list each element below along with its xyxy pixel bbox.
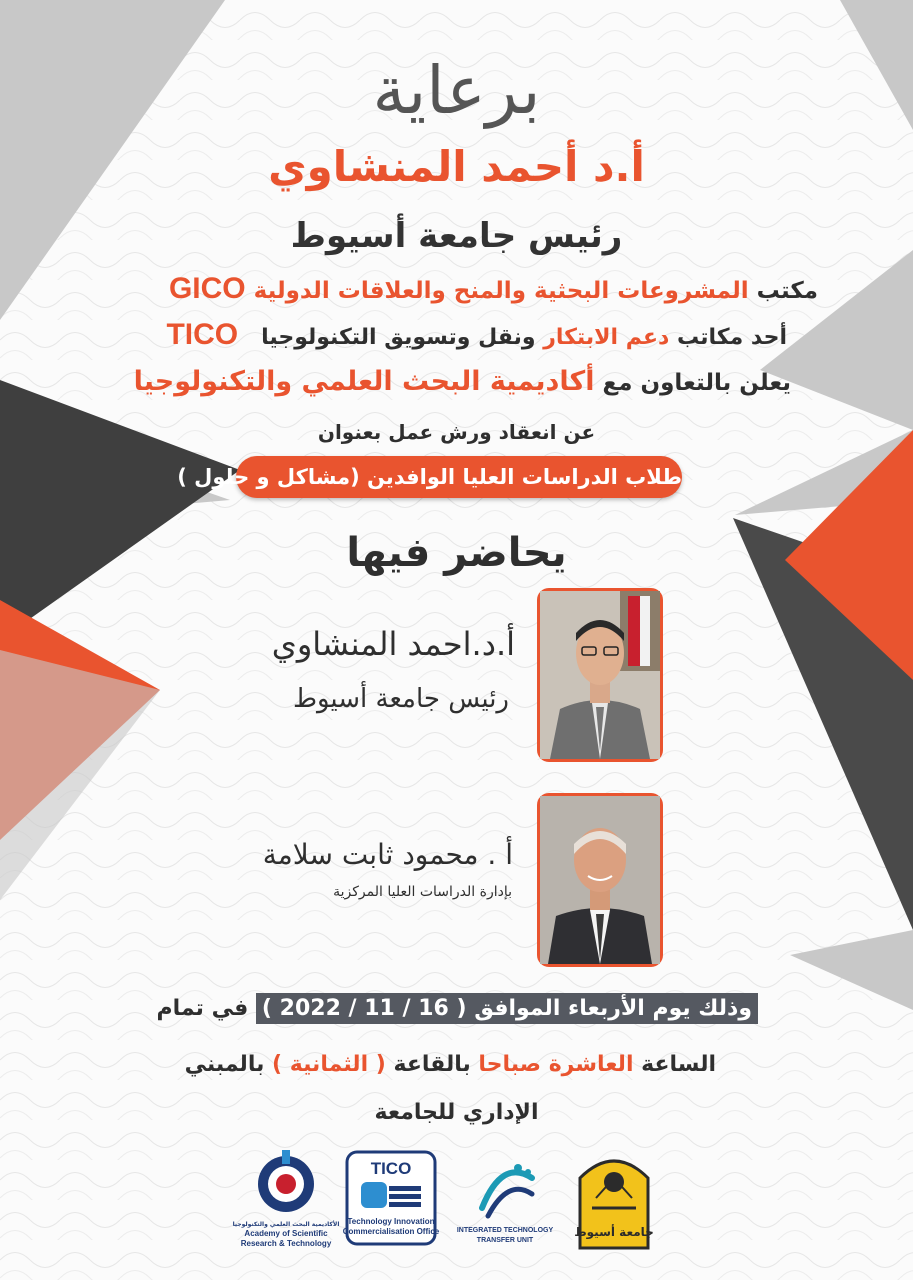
collaboration-line [134,366,791,397]
workshop-title-badge: طلاب الدراسات العليا الوافدين (مشاكل و حلول ) [236,456,682,498]
tico-code: TICO [166,318,239,351]
tico-line [166,318,787,352]
ittu-logo [452,1148,558,1252]
office-prefix: مكتب [756,278,818,304]
time-prefix: الساعة [641,1052,716,1077]
academy-logo [232,1148,340,1252]
ittu-name-1: INTEGRATED TECHNOLOGY [456,1227,554,1234]
date-suffix: في تمام [156,996,249,1021]
hall-value: ( الثمانية ) [272,1052,386,1077]
office-code: GICO [168,272,246,305]
date-highlight [256,993,758,1024]
lecturer-1-photo [537,588,663,762]
lecturer-2-name: أ . محمود ثابت سلامة [262,838,513,871]
academy-name-en-2: Research & Technology [240,1239,332,1248]
academy-emblem-icon [232,1148,340,1252]
tico-emblem-icon [342,1148,440,1252]
lecturer-2-role: بإدارة الدراسات العليا المركزية [333,884,512,900]
collaboration-prefix: يعلن بالتعاون مع [602,370,791,396]
lecturer-2-portrait [540,796,660,964]
lecturer-1-portrait [540,591,660,759]
hall-prefix: بالقاعة [393,1052,471,1077]
time-value: العاشرة صباحا [478,1052,634,1077]
time-line [185,1052,716,1077]
lecturer-2-photo [537,793,663,967]
workshop-intro: عن انعقاد ورش عمل بعنوان [317,420,596,444]
academy-name-en-1: Academy of Scientific [244,1229,328,1238]
tico-line-highlight: دعم الابتكار [543,325,670,350]
ittu-name-2: TRANSFER UNIT [476,1237,534,1244]
assiut-university-logo [572,1148,656,1252]
tico-logo [342,1148,440,1252]
lecturers-heading: يحاضر فيها [346,530,567,576]
office-line [169,272,818,306]
patron-title: رئيس جامعة أسيوط [290,216,623,256]
university-name-ar: جامعة أسيوط [574,1225,654,1239]
tico-name-2: Commercialisation Office [342,1227,440,1236]
building-prefix: بالمبني [184,1052,265,1077]
date-value: ( 16 / 11 / 2022 ) [261,996,467,1021]
tico-line-prefix: أحد مكاتب [677,325,787,350]
tico-line-suffix: ونقل وتسويق التكنولوجيا [261,325,536,350]
date-prefix: وذلك يوم الأربعاء الموافق [474,996,752,1021]
office-name: المشروعات البحثية والمنح والعلاقات الدولية [253,278,749,304]
date-line [157,996,758,1021]
patronage-heading: برعاية [372,52,541,129]
lecturer-1-name: أ.د.احمد المنشاوي [271,625,515,663]
university-emblem-icon [572,1148,656,1252]
academy-name: أكاديمية البحث العلمي والتكنولوجيا [133,366,595,397]
patron-name: أ.د أحمد المنشاوي [268,142,645,191]
lecturer-1-role: رئيس جامعة أسيوط [292,684,509,714]
academy-name-ar: الأكاديمية البحث العلمي والتكنولوجيا [232,1221,340,1228]
venue-line: الإداري للجامعة [374,1100,539,1125]
tico-name-1: Technology Innovation [347,1217,435,1226]
ittu-emblem-icon [452,1148,558,1252]
tico-label: TICO [370,1159,412,1178]
